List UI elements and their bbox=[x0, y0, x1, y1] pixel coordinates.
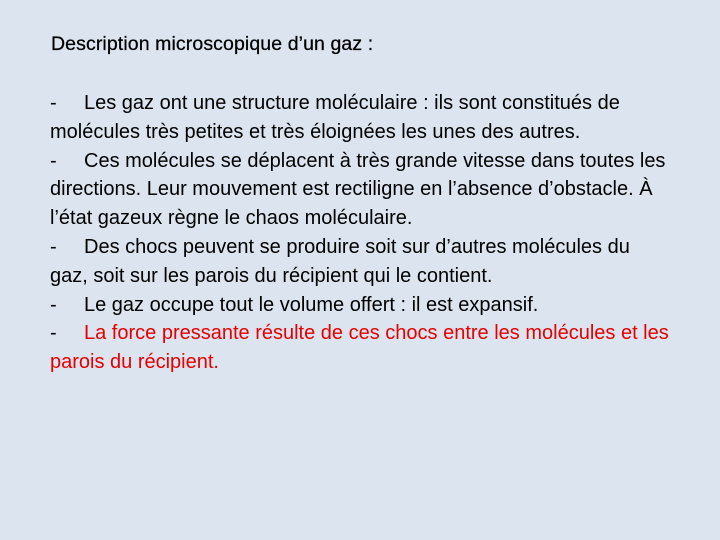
bullet-text-2: Ces molécules se déplacent à très grande vitesse dans toutes les directions. Leur mouvement est rectiligne en l’absence d’obstacle. À l’état gazeux règne le chaos moléculaire. bbox=[50, 149, 666, 230]
bullet-paragraph-2 bbox=[50, 147, 670, 233]
bullet-dash: - bbox=[50, 92, 57, 114]
slide-title: Description microscopique d’un gaz : bbox=[51, 33, 374, 55]
bullet-text-4: Le gaz occupe tout le volume offert : il est expansif. bbox=[84, 293, 539, 316]
bullet-text-5-highlighted: La force pressante résulte de ces chocs entre les molécules et les parois du récipient. bbox=[50, 322, 669, 374]
bullet-paragraph-4 bbox=[50, 291, 670, 320]
bullet-paragraph-5 bbox=[50, 319, 670, 377]
bullet-dash: - bbox=[50, 235, 57, 258]
bullet-text-3: Des chocs peuvent se produire soit sur d’autres molécules du gaz, soit sur les parois du récipient qui le contient. bbox=[50, 235, 630, 287]
bullet-paragraph-3 bbox=[50, 233, 670, 291]
bullet-paragraph-1 bbox=[50, 89, 670, 147]
bullet-dash: - bbox=[50, 293, 57, 316]
bullet-dash: - bbox=[50, 149, 57, 172]
slide-body bbox=[50, 89, 670, 377]
bullet-dash: - bbox=[50, 322, 57, 345]
bullet-text-1: Les gaz ont une structure moléculaire : ils sont constitués de molécules très petites et très éloignées les unes des autres. bbox=[50, 92, 620, 143]
